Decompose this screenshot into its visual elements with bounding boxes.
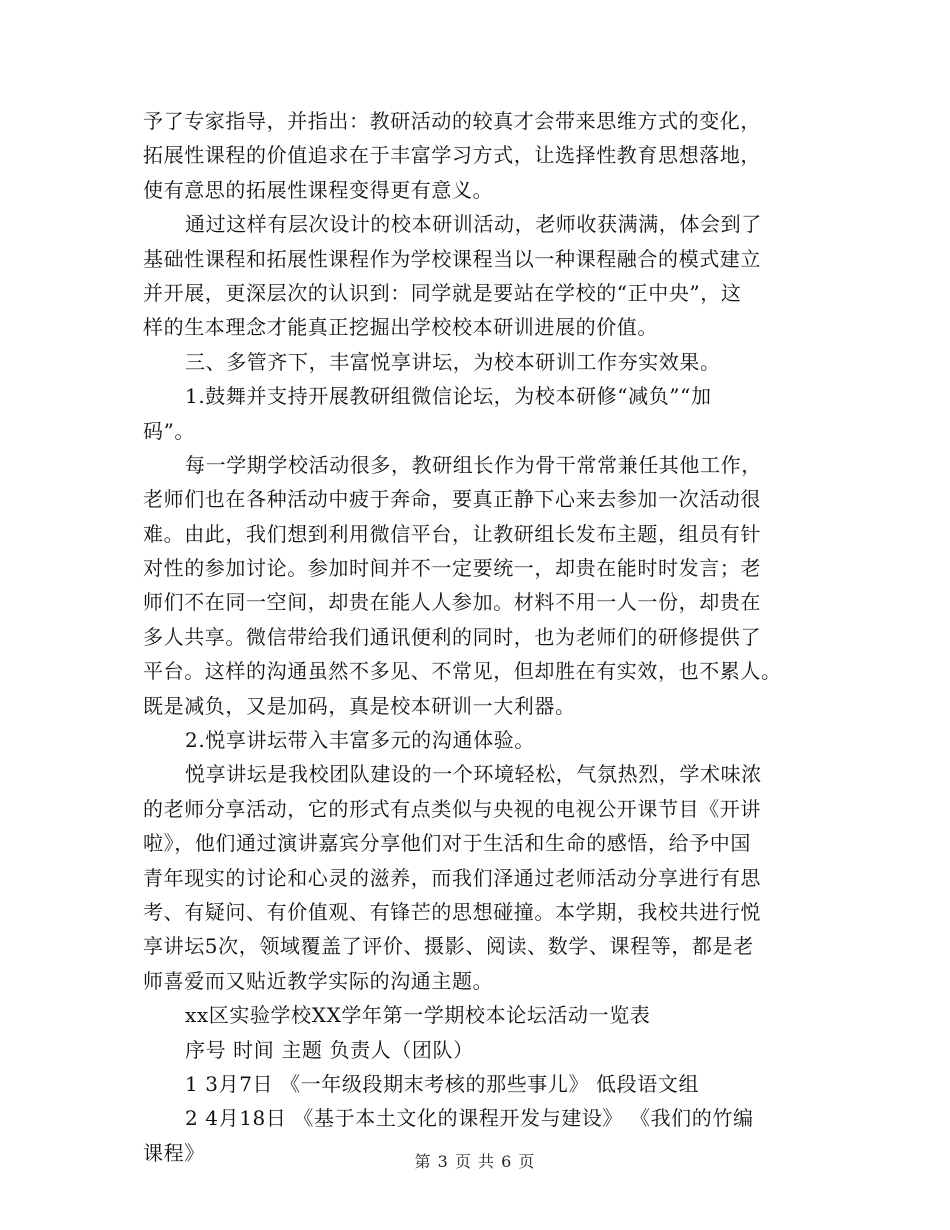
text-line: 考、有疑问、有价值观、有锋芒的思想碰撞。本学期，我校共进行悦 (143, 899, 761, 924)
text-line: 每一学期学校活动很多，教研组长作为骨干常常兼任其他工作， (185, 452, 762, 477)
text-line: 青年现实的讨论和心灵的滋养，而我们泽通过老师活动分享进行有思 (143, 865, 761, 890)
text-line: 并开展，更深层次的认识到：同学就是要站在学校的“正中央”，这 (143, 280, 742, 305)
text-line: 1.鼓舞并支持开展教研组微信论坛，为校本研修“减负”“加 (185, 384, 712, 409)
text-line: 序号 时间 主题 负责人（团队） (185, 1037, 474, 1062)
document-body (143, 104, 811, 1170)
text-line: 老师们也在各种活动中疲于奔命，要真正静下心来去参加一次活动很 (143, 487, 761, 512)
text-line: 平台。这样的沟通虽然不多见、不常见，但却胜在有实效，也不累人。 (143, 659, 782, 684)
text-line: 样的生本理念才能真正挖掘出学校校本研训进展的价值。 (143, 315, 658, 340)
text-line: 使有意思的拓展性课程变得更有意义。 (143, 177, 494, 202)
text-line: 的老师分享活动，它的形式有点类似与央视的电视公开课节目《开讲 (143, 796, 761, 821)
text-line: 三、多管齐下，丰富悦享讲坛，为校本研训工作夯实效果。 (185, 349, 721, 374)
text-line: 既是减负，又是加码，真是校本研训一大利器。 (143, 693, 576, 718)
text-line: 难。由此，我们想到利用微信平台，让教研组长发布主题，组员有针 (143, 521, 761, 546)
text-line: 1 3月7日 《一年级段期末考核的那些事儿》 低段语文组 (185, 1071, 700, 1096)
text-line: 师喜爱而又贴近教学实际的沟通主题。 (143, 968, 494, 993)
text-line: 基础性课程和拓展性课程作为学校课程当以一种课程融合的模式建立 (143, 246, 761, 271)
text-line: 2 4月18日 《基于本土文化的课程开发与建设》 《我们的竹编 (185, 1106, 754, 1131)
page-footer: 第 3 页 共 6 页 (414, 1152, 536, 1171)
text-line: 悦享讲坛是我校团队建设的一个环境轻松，气氛热烈，学术味浓 (185, 762, 762, 787)
text-line: 通过这样有层次设计的校本研训活动，老师收获满满，体会到了 (185, 212, 762, 237)
text-line: 2.悦享讲坛带入丰富多元的沟通体验。 (185, 728, 535, 753)
text-line: 予了专家指导，并指出：教研活动的较真才会带来思维方式的变化， (143, 109, 761, 133)
text-line: 享讲坛5次，领域覆盖了评价、摄影、阅读、数学、课程等，都是老 (143, 934, 754, 959)
text-line: 课程》 (143, 1140, 205, 1165)
text-line: 码”。 (143, 418, 196, 443)
text-line: 拓展性课程的价值追求在于丰富学习方式，让选择性教育思想落地， (143, 143, 761, 168)
text-line: 多人共享。微信带给我们通讯便利的同时，也为老师们的研修提供了 (143, 624, 761, 649)
text-line: xx区实验学校XX学年第一学期校本论坛活动一览表 (185, 1003, 651, 1028)
text-line: 对性的参加讨论。参加时间并不一定要统一，却贵在能时时发言；老 (143, 556, 761, 581)
text-line: 师们不在同一空间，却贵在能人人参加。材料不用一人一份，却贵在 (143, 590, 761, 615)
text-line: 啦》，他们通过演讲嘉宾分享他们对于生活和生命的感悟，给予中国 (143, 831, 751, 856)
